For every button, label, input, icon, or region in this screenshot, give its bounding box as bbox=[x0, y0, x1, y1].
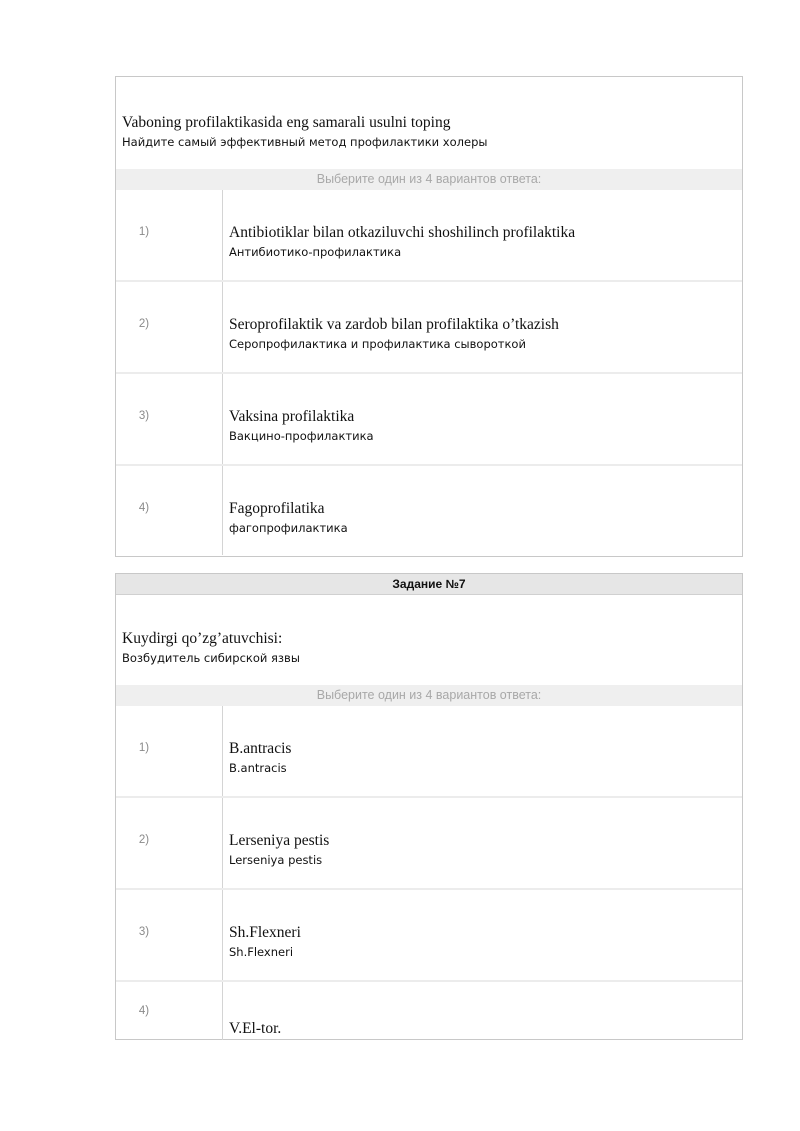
question-block bbox=[116, 595, 742, 685]
answer-instruction: Выберите один из 4 вариантов ответа: bbox=[116, 685, 742, 706]
answer-text-uz: V.El-tor. bbox=[229, 1020, 282, 1037]
answer-text-ru: Серопрофилактика и профилактика сывороткой bbox=[229, 337, 526, 351]
answer-text-uz: Fagoprofilatika bbox=[229, 500, 325, 517]
answer-text bbox=[229, 315, 738, 353]
answer-text bbox=[229, 831, 738, 869]
question-text-uz: Vaboning profilaktikasida eng samarali usulni toping bbox=[122, 114, 451, 131]
answer-text bbox=[229, 223, 738, 261]
answer-text-uz: Seroprofilaktik va zardob bilan profilaktika o’tkazish bbox=[229, 316, 559, 333]
answer-number: 4) bbox=[138, 1005, 150, 1017]
answer-text bbox=[229, 739, 738, 777]
answer-text-ru: фагопрофилактика bbox=[229, 521, 348, 535]
answer-text-ru: Вакцино-профилактика bbox=[229, 429, 374, 443]
answer-text-ru: Sh.Flexneri bbox=[229, 945, 294, 959]
answer-text-uz: Lerseniya pestis bbox=[229, 832, 330, 849]
answer-text-uz: Antibiotiklar bilan otkaziluvchi shoshilinch profilaktika bbox=[229, 224, 576, 241]
answer-text bbox=[229, 923, 738, 961]
answer-text-ru: B.antracis bbox=[229, 761, 287, 775]
answer-option-2[interactable] bbox=[116, 798, 742, 890]
answer-text-uz: Sh.Flexneri bbox=[229, 924, 301, 941]
answer-number: 4) bbox=[138, 502, 150, 514]
answer-list bbox=[116, 706, 742, 1040]
answer-text-uz: Vaksina profilaktika bbox=[229, 408, 355, 425]
task-7-card bbox=[115, 573, 743, 1040]
answer-text-uz: B.antracis bbox=[229, 740, 292, 757]
answer-option-2[interactable] bbox=[116, 282, 742, 374]
answer-number: 2) bbox=[138, 318, 150, 330]
answer-option-4[interactable] bbox=[116, 466, 742, 555]
task-6-card bbox=[115, 76, 743, 557]
answer-number: 3) bbox=[138, 410, 150, 422]
question-block bbox=[116, 77, 742, 169]
answer-number: 1) bbox=[138, 742, 150, 754]
answer-text-ru: Lerseniya pestis bbox=[229, 853, 323, 867]
answer-list bbox=[116, 190, 742, 555]
question-text-uz: Kuydirgi qo’zg’atuvchisi: bbox=[122, 630, 283, 647]
answer-option-1[interactable] bbox=[116, 706, 742, 798]
task-header: Задание №7 bbox=[116, 574, 742, 595]
answer-text bbox=[229, 499, 738, 537]
answer-option-4[interactable] bbox=[116, 982, 742, 1040]
answer-number: 3) bbox=[138, 926, 150, 938]
answer-instruction: Выберите один из 4 вариантов ответа: bbox=[116, 169, 742, 190]
answer-number: 2) bbox=[138, 834, 150, 846]
answer-text bbox=[229, 1019, 738, 1038]
answer-option-3[interactable] bbox=[116, 374, 742, 466]
answer-option-3[interactable] bbox=[116, 890, 742, 982]
question-text-ru: Возбудитель сибирской язвы bbox=[122, 651, 300, 665]
answer-number: 1) bbox=[138, 226, 150, 238]
answer-text-ru: Антибиотико-профилактика bbox=[229, 245, 402, 259]
question-text-ru: Найдите самый эффективный метод профилактики холеры bbox=[122, 135, 488, 149]
answer-option-1[interactable] bbox=[116, 190, 742, 282]
answer-text bbox=[229, 407, 738, 445]
